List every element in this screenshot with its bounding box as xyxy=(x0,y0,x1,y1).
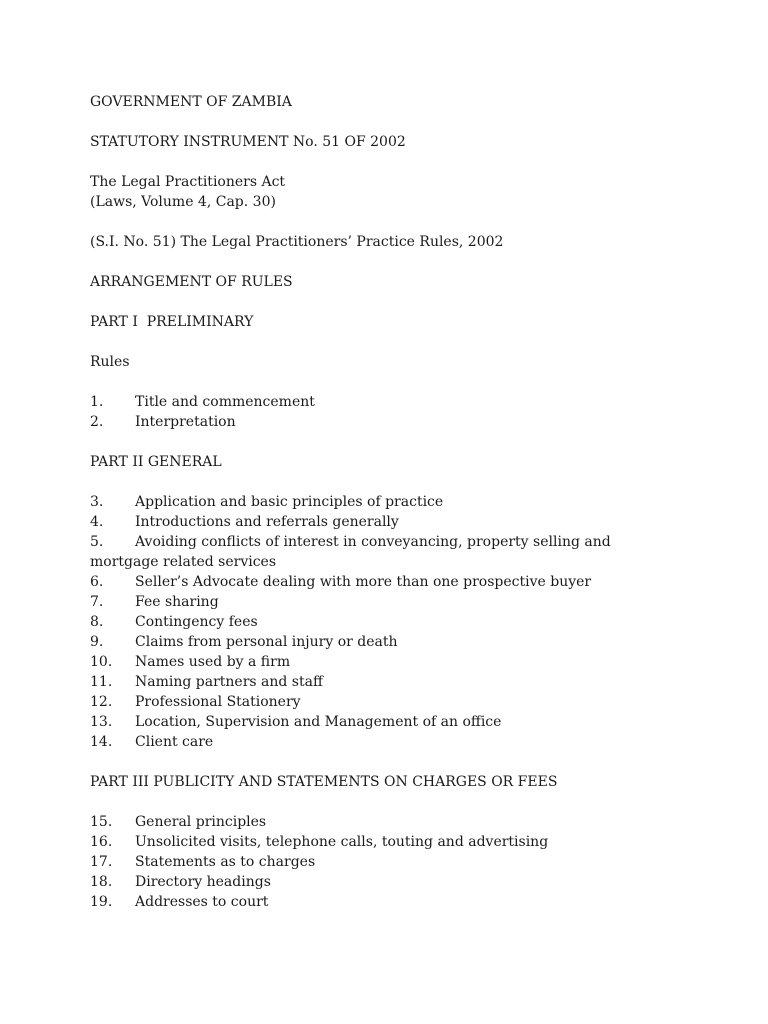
rule-title: Avoiding conflicts of interest in conveyancing, property selling and xyxy=(135,534,611,550)
government-heading: GOVERNMENT OF ZAMBIA xyxy=(90,94,292,110)
arrangement-heading: ARRANGEMENT OF RULES xyxy=(90,274,293,290)
rule-title: Application and basic principles of practice xyxy=(135,494,444,510)
rule-title: Introductions and referrals generally xyxy=(135,514,399,530)
rule-number: 15. xyxy=(90,814,113,830)
instrument-heading: STATUTORY INSTRUMENT No. 51 OF 2002 xyxy=(90,134,406,150)
rule-title: Unsolicited visits, telephone calls, touting and advertising xyxy=(135,834,549,850)
rule-number: 10. xyxy=(90,654,113,670)
part-1-heading: PART I PRELIMINARY xyxy=(90,314,254,330)
rule-number: 8. xyxy=(90,614,104,630)
rule-item xyxy=(90,852,730,872)
rule-title: Naming partners and staff xyxy=(135,674,323,690)
rule-number: 2. xyxy=(90,414,104,430)
rule-item xyxy=(90,892,730,912)
part-3-heading: PART III PUBLICITY AND STATEMENTS ON CHARGES OR FEES xyxy=(90,774,558,790)
rule-number: 5. xyxy=(90,534,104,550)
rule-title: Names used by a firm xyxy=(135,654,291,670)
rule-item xyxy=(90,572,730,592)
rule-item xyxy=(90,392,730,412)
rule-number: 17. xyxy=(90,854,113,870)
rule-title: Directory headings xyxy=(135,874,271,890)
rule-title: Location, Supervision and Management of an office xyxy=(135,714,502,730)
rule-item xyxy=(90,592,730,612)
document-page xyxy=(90,92,730,912)
rule-number: 3. xyxy=(90,494,104,510)
rule-item xyxy=(90,732,730,752)
part-3-rule-list xyxy=(90,812,730,912)
rule-title: Client care xyxy=(135,734,214,750)
rule-number: 11. xyxy=(90,674,113,690)
rule-title: Addresses to court xyxy=(135,894,269,910)
rule-item xyxy=(90,692,730,712)
rule-number: 7. xyxy=(90,594,104,610)
rule-item xyxy=(90,532,730,572)
rule-title: Professional Stationery xyxy=(135,694,301,710)
act-title: The Legal Practitioners Act xyxy=(90,174,286,190)
rule-item xyxy=(90,492,730,512)
rule-number: 13. xyxy=(90,714,113,730)
rule-title: Statements as to charges xyxy=(135,854,316,870)
rule-title: Claims from personal injury or death xyxy=(135,634,398,650)
rule-number: 18. xyxy=(90,874,113,890)
rule-item xyxy=(90,812,730,832)
rule-number: 12. xyxy=(90,694,113,710)
rule-title: Contingency fees xyxy=(135,614,258,630)
rule-title: Seller’s Advocate dealing with more than one prospective buyer xyxy=(135,574,592,590)
rule-item xyxy=(90,712,730,732)
rule-item xyxy=(90,652,730,672)
rule-item xyxy=(90,672,730,692)
rule-number: 19. xyxy=(90,894,113,910)
rule-item xyxy=(90,612,730,632)
rule-item xyxy=(90,872,730,892)
rule-title-continuation: mortgage related services xyxy=(90,554,277,570)
part-2-heading: PART II GENERAL xyxy=(90,454,222,470)
rule-number: 6. xyxy=(90,574,104,590)
rule-title: General principles xyxy=(135,814,267,830)
rule-number: 1. xyxy=(90,394,104,410)
rule-item xyxy=(90,512,730,532)
rule-title: Title and commencement xyxy=(135,394,315,410)
rule-number: 16. xyxy=(90,834,113,850)
rule-title: Fee sharing xyxy=(135,594,219,610)
act-reference: (Laws, Volume 4, Cap. 30) xyxy=(90,194,276,210)
rule-number: 4. xyxy=(90,514,104,530)
rule-number: 14. xyxy=(90,734,113,750)
rule-item xyxy=(90,832,730,852)
si-title: (S.I. No. 51) The Legal Practitioners’ Practice Rules, 2002 xyxy=(90,234,504,250)
rule-title: Interpretation xyxy=(135,414,236,430)
rule-item xyxy=(90,412,730,432)
rule-number: 9. xyxy=(90,634,104,650)
rules-subheading: Rules xyxy=(90,354,130,370)
part-2-rule-list xyxy=(90,492,730,752)
rule-item xyxy=(90,632,730,652)
part-1-rule-list xyxy=(90,392,730,432)
